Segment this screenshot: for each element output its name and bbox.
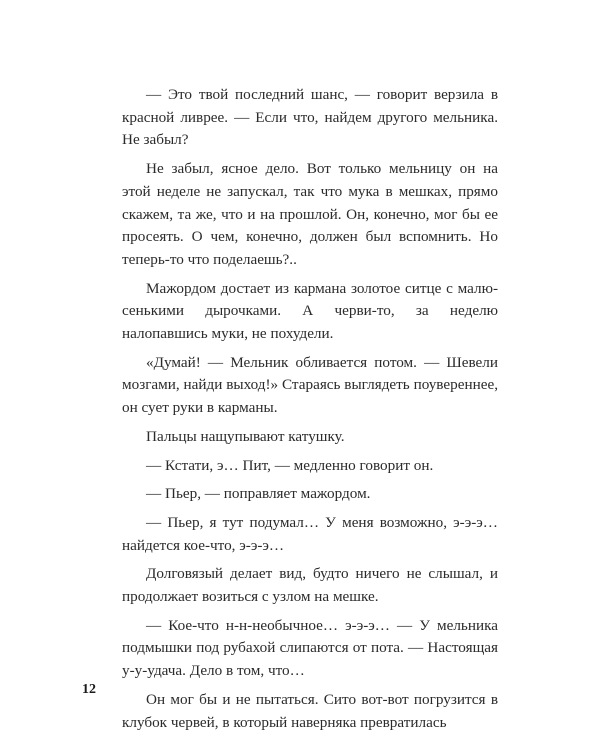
paragraph: — Пьер, — поправляет мажордом. — [146, 485, 371, 503]
page-number: 12 — [82, 682, 96, 697]
paragraph: — Это твой последний шанс, — говорит верзила в красной ливрее. — Если что, найдем другого мельника. Не забыл? — [122, 86, 498, 149]
paragraph: Не забыл, ясное дело. Вот только мельницу он на этой неделе не запускал, так что мука в мешках, прямо скажем, та же, что и на прошлой. Он, конечно, мог бы ее просеять. О чем, конечно, должен был вспомнить. Но теперь-то что поделаешь?.. — [122, 160, 498, 268]
paragraph: «Думай! — Мельник обливается потом. — Шевели мозгами, найди выход!» Стараясь выглядеть поувереннее, он сует руки в карманы. — [122, 353, 498, 417]
paragraph: — Кое-что н-н-необычное… э-э-э… — У мельника подмышки под рубахой слипаются от пота. — Настоящая у-у-удача. Дело в том, что… — [122, 616, 498, 680]
paragraph: Он мог бы и не пытаться. Сито вот-вот погрузится в клубок червей, в который наверняка превратилась — [122, 690, 498, 731]
paragraph: Долговязый делает вид, будто ничего не слышал, и продолжает возиться с узлом на мешке. — [122, 565, 498, 606]
paragraph: Пальцы нащупывают катушку. — [146, 427, 345, 445]
body-text — [122, 84, 498, 734]
paragraph: Мажордом достает из кармана золотое ситце с малюсенькими дырочками. А черви-то, за неделю налопавшись муки, не похудели. — [122, 279, 498, 343]
paragraph: — Пьер, я тут подумал… У меня возможно, э-э-э… найдется кое-что, э-э-э… — [122, 513, 498, 554]
paragraph: — Кстати, э… Пит, — медленно говорит он. — [146, 456, 434, 474]
